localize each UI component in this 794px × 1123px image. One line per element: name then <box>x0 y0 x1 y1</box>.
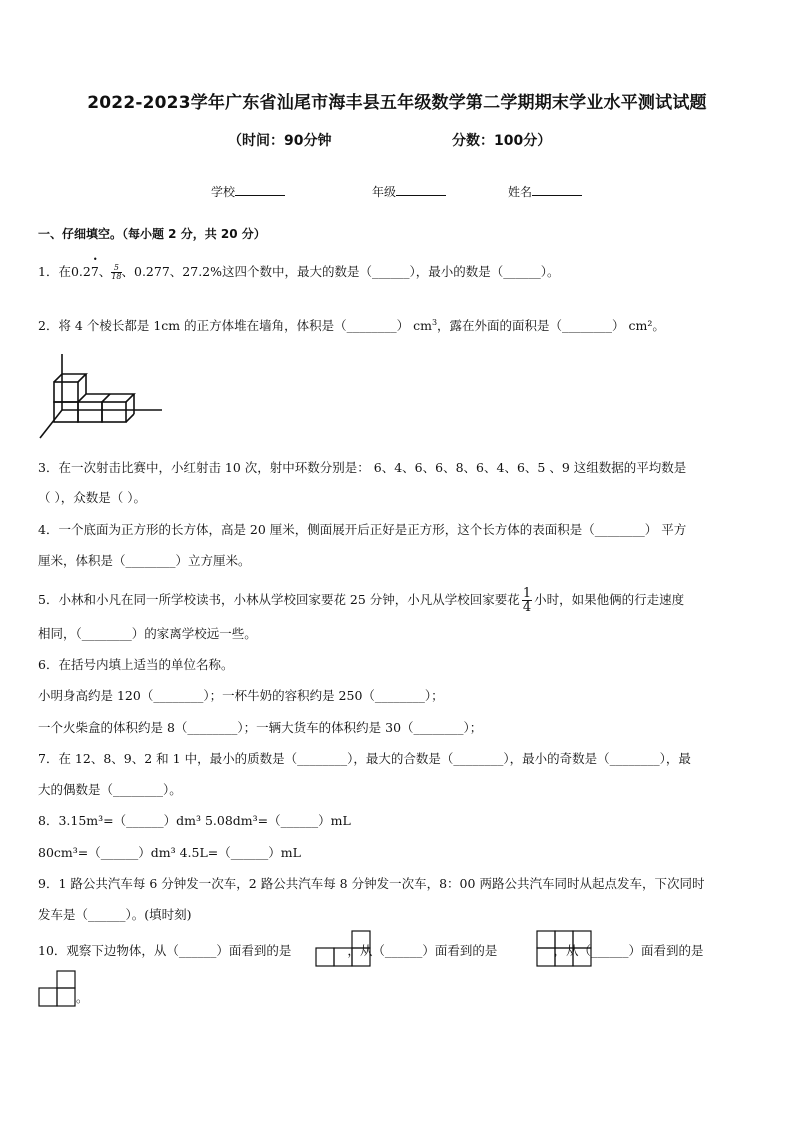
page-title: 2022-2023学年广东省汕尾市海丰县五年级数学第二学期期末学业水平测试试题 <box>87 93 707 113</box>
grade-label: 年级 <box>372 185 397 199</box>
question-1 <box>38 262 560 281</box>
q1-frac-numerator: 5 <box>111 264 121 273</box>
school-field <box>211 183 285 200</box>
question-3-line-2: （ ），众数是（ ）。 <box>38 490 146 505</box>
cubes-corner-figure <box>34 352 166 444</box>
q5-frac-numerator: 1 <box>522 586 532 601</box>
question-2 <box>38 316 665 334</box>
question-9-line-2: 发车是（______）。(填时刻) <box>38 907 192 922</box>
question-5-line-2: 相同，（________）的家离学校远一些。 <box>38 626 257 641</box>
grade-field <box>372 183 446 200</box>
view-shape-1 <box>315 930 371 968</box>
q1-text-b: 、0.277、27.2%这四个数中，最大的数是（______），最小的数是（______）。 <box>121 264 560 279</box>
exam-score: 分数：100分） <box>452 133 552 149</box>
q2-text-b: ，露在外面的面积是（________） cm²。 <box>437 318 665 333</box>
exam-time: （时间：90分钟 <box>228 133 332 149</box>
q2-sup: 3 <box>431 317 438 327</box>
q1-sep: 、 <box>98 264 112 279</box>
q1-repeating-digit: • 7 <box>91 264 99 279</box>
grade-blank[interactable] <box>396 183 446 196</box>
question-4-line-2: 厘米，体积是（________）立方厘米。 <box>38 553 251 568</box>
q1-frac-denominator: 18 <box>111 272 122 281</box>
question-6-line-2: 小明身高约是 120（________）；一杯牛奶的容积约是 250（________）； <box>38 688 444 703</box>
question-3-line-1: 3．在一次射击比赛中，小红射击 10 次，射中环数分别是： 6、4、6、6、8、6、4、6、5 、9 这组数据的平均数是 <box>38 460 687 475</box>
question-8-line-2: 80cm³=（______）dm³ 4.5L=（______）mL <box>38 845 301 860</box>
school-label: 学校 <box>211 185 236 199</box>
name-blank[interactable] <box>532 183 582 196</box>
name-field <box>508 183 582 200</box>
q5-frac-denominator: 4 <box>522 600 532 615</box>
q10-end: 。 <box>76 990 89 1005</box>
section-title: 一、仔细填空。（每小题 2 分，共 20 分） <box>38 227 266 241</box>
school-blank[interactable] <box>235 183 285 196</box>
question-9-line-1: 9．1 路公共汽车每 6 分钟发一次车，2 路公共汽车每 8 分钟发一次车，8：00 两路公共汽车同时从起点发车，下次同时 <box>38 876 705 891</box>
question-7-line-1: 7．在 12、8、9、2 和 1 中，最小的质数是（________），最大的合数是（________），最小的奇数是（________），最 <box>38 751 691 766</box>
q10-text-b: ，从（______）面看到的是 <box>347 943 498 958</box>
question-7-line-2: 大的偶数是（________）。 <box>38 782 182 797</box>
question-4-line-1: 4．一个底面为正方形的长方体，高是 20 厘米，侧面展开后正好是正方形，这个长方体的表面积是（________） 平方 <box>38 522 687 537</box>
q2-text-a: 2．将 4 个棱长都是 1cm 的正方体堆在墙角，体积是（________） cm <box>38 318 432 333</box>
q5-fraction <box>522 587 532 614</box>
q5-text-a: 5．小林和小凡在同一所学校读书，小林从学校回家要花 25 分钟，小凡从学校回家要花 <box>38 592 520 607</box>
q1-text-a: 1．在0.2 <box>38 264 91 279</box>
q10-text-a: 10．观察下边物体，从（______）面看到的是 <box>38 943 292 958</box>
q1-fraction <box>111 264 121 281</box>
question-5-line-1 <box>38 587 684 614</box>
question-6-line-3: 一个火柴盒的体积约是 8（________）；一辆大货车的体积约是 30（________）； <box>38 720 483 735</box>
q5-text-b: 小时，如果他俩的行走速度 <box>534 592 685 607</box>
view-shape-2 <box>536 930 592 968</box>
name-label: 姓名 <box>508 185 533 199</box>
view-shape-3 <box>38 970 78 1008</box>
question-8-line-1: 8．3.15m³=（______）dm³ 5.08dm³=（______）mL <box>38 813 351 828</box>
q10-text-c: ，从（______）面看到的是 <box>553 943 704 958</box>
question-6-line-1: 6．在括号内填上适当的单位名称。 <box>38 657 234 672</box>
